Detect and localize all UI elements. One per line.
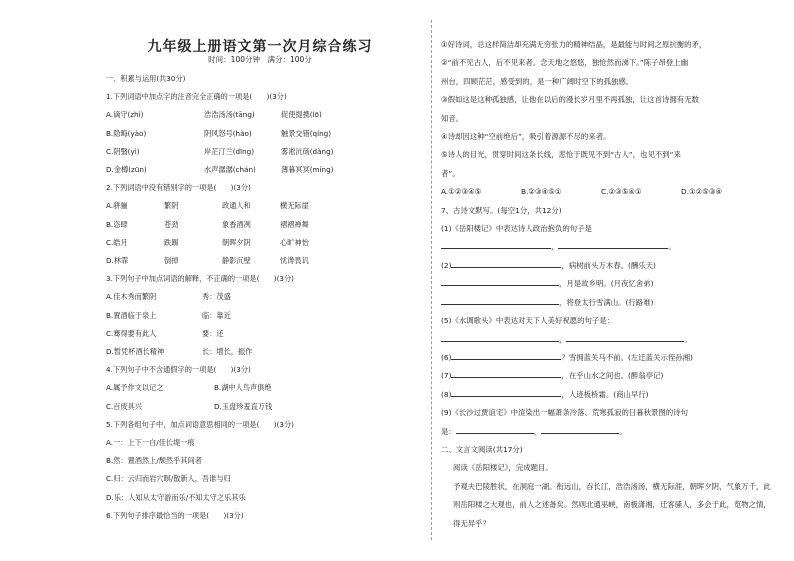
answer-blank[interactable] <box>566 332 684 342</box>
option: A.一：上下一白/佳长堤一痕 <box>106 438 195 448</box>
option: 要：还 <box>202 328 224 338</box>
option: C.骞得要有此人 <box>106 328 157 338</box>
option: 临：靠近 <box>202 310 231 320</box>
answer-blank[interactable] <box>451 387 561 397</box>
sentence-line: ⑤诗人的目光，贯穿时间这条长线，悲怆于既见不到“古人”，也见不到“来 <box>441 150 681 160</box>
question-stem: 3.下列句子中加点词语的解释，不正确的一项是( )(3分) <box>106 274 294 284</box>
right-column <box>441 36 777 533</box>
option-row <box>106 143 424 161</box>
option: C.②③⑤④① <box>601 187 642 197</box>
option: 政通人和 <box>222 201 251 211</box>
option: 阴风怒号(hào) <box>204 128 252 138</box>
answer-blank[interactable] <box>441 239 551 249</box>
option: 雾凇沆砀(dàng) <box>281 146 334 156</box>
option-row <box>106 216 424 234</box>
option: D.①②⑤③④ <box>681 187 723 197</box>
option-row <box>106 106 424 124</box>
option: 促使提携(lō) <box>281 110 322 120</box>
page-title: 九年级上册语文第一次月综合练习 <box>147 39 373 55</box>
option-row <box>106 398 424 416</box>
option: 褶褶禅舞 <box>280 219 309 229</box>
option: 繁阴 <box>164 201 179 211</box>
sentence-line: ③假如这是这种孤独感，让他在以后的漫长岁月里不再孤独，让这首诗拥有无数 <box>441 95 699 105</box>
answer-line: ， 。 <box>441 238 777 256</box>
question-stem: 4.下列句子中不含通假字的一项是( )(3分) <box>106 365 251 375</box>
section-heading: 二、文言文阅读(共17分) <box>441 444 523 454</box>
sentence-line: 知音。 <box>441 113 464 123</box>
answer-line: (7) ，在乎山水之间也。(醉翁亭记) <box>441 367 777 385</box>
option: 苍劲 <box>164 219 179 229</box>
answer-line: ，将登太行雪满山。(行路难) <box>441 294 777 312</box>
option: B.恣肆 <box>106 219 128 229</box>
option: D.玉盘珍羞直万钱 <box>214 401 273 411</box>
sentence-line: 州台，四顾茫茫，感受到的，是一种广阔时空下的孤独感。 <box>441 76 634 86</box>
question-stem: (1)《岳阳楼记》中表达诗人政治抱负的句子是 <box>441 224 592 234</box>
option: A.属予作文以记之 <box>106 383 164 393</box>
option: B.湖中人鸟声俱绝 <box>214 383 272 393</box>
option: 水声潺潺(chán) <box>204 165 256 175</box>
sentence-line: 者”。 <box>441 168 460 178</box>
option: 长：增长，振作 <box>202 347 253 357</box>
answer-line: ， 。 <box>441 331 777 349</box>
option: A.佳木秀而繁阴 <box>106 292 157 302</box>
column-divider <box>431 20 432 540</box>
reading-passage: 予观夫巴陵胜状，在洞庭一湖。衔远山，吞长江，浩浩汤汤，横无际涯，朝晖夕阴，气象万千，此则岳阳楼之大观也，前人之述备矣。然则北通巫峡，南极潇湘，迁客骚人，多会于此，览物之情，得无异乎？ <box>453 481 771 528</box>
answer-blank[interactable] <box>441 295 559 305</box>
option: A.骈骊 <box>106 201 128 211</box>
option: 秀：茂盛 <box>202 292 231 302</box>
answer-blank[interactable] <box>558 239 668 249</box>
option: 岸芷汀兰(dīng) <box>204 146 255 156</box>
option: D.金樽(zūn) <box>106 165 147 175</box>
option: A.①②③④⑤ <box>441 187 482 197</box>
option: 触景交错(qíng) <box>281 128 332 138</box>
option-row <box>106 288 424 306</box>
sentence-line: ①好诗词，总这样简洁却充满无穷张力的精神结晶，是最能与时间之原抗衡的矛， <box>441 40 707 49</box>
option: B.隐晦(yào) <box>106 128 147 138</box>
option: 静影沉壁 <box>222 256 251 266</box>
option: C.阴翳(yì) <box>106 146 140 156</box>
question-stem: 1.下列词语中加点字的注音完全正确的一项是( )(3分) <box>106 92 287 102</box>
option: B.②③④⑤① <box>521 187 562 197</box>
question-stem: 2.下列词语中没有错别字的一项是( )(3分) <box>106 183 251 193</box>
option: D.暂凭杯酒长精神 <box>106 347 165 357</box>
option-row <box>441 183 777 201</box>
option: B.置酒临于泉上 <box>106 310 157 320</box>
option: 薄暮冥冥(míng) <box>281 165 334 175</box>
question-stem: 6.下列句子排序最恰当的一项是( )(3分) <box>106 510 244 520</box>
question-stem: (5)《水调歌头》中表达对天下人美好祝愿的句子是： <box>441 316 615 326</box>
sentence-line: ④诗却因这种“空前绝后”，吸引着源源不尽的来者。 <box>441 132 611 142</box>
left-column <box>106 70 424 525</box>
option-row <box>106 325 424 343</box>
option: D.林霏 <box>106 256 129 266</box>
sentence-line: ②“前不见古人，后不见来者。念天地之悠悠，独怆然而涕下。”陈子昂登上幽 <box>441 58 689 68</box>
section-heading: 一、积累与运用(共30分) <box>106 74 186 83</box>
option: 倒掉 <box>164 256 179 266</box>
answer-line: ，月是故乡明。(月夜忆舍弟) <box>441 275 777 293</box>
option: C.归：云归而岩穴暝/散新人，吾谁与归 <box>106 474 231 484</box>
answer-blank[interactable] <box>451 258 561 268</box>
answer-line: 是： ， 。 <box>441 423 777 441</box>
option: 朝晖夕阴 <box>222 237 251 247</box>
option-row <box>106 234 424 252</box>
option: B.然：置酒然上/颓然乎其间者 <box>106 456 202 466</box>
option-row <box>106 125 424 143</box>
option: 象香酒冽 <box>222 219 251 229</box>
answer-blank[interactable] <box>541 424 619 434</box>
answer-blank[interactable] <box>451 368 561 378</box>
option-row <box>106 343 424 361</box>
option: 横无际崖 <box>280 201 309 211</box>
option: 心旷神怡 <box>280 237 309 247</box>
answer-line: (2) ，病树前头万木春。(酬乐天) <box>441 257 777 275</box>
option: D.乐：人知从太守游而乐/不知太守之乐其乐 <box>106 492 246 502</box>
option: C.皓月 <box>106 237 128 247</box>
question-stem: 7、古诗文默写。(每空1分，共12分) <box>441 205 562 215</box>
option: A.谪守(zhì) <box>106 110 144 120</box>
option-row <box>106 379 424 397</box>
answer-blank[interactable] <box>456 424 534 434</box>
answer-line: (6) ？雪拥蓝关马不前。(左迁蓝关示侄孙湘) <box>441 349 777 367</box>
option-row <box>106 197 424 215</box>
option: C.百废具兴 <box>106 401 143 411</box>
question-stem: (9)《长沙过贾谊宅》中渲染出一幅萧条冷落、荒寒孤寂的日暮秋景图的诗句 <box>441 408 688 418</box>
option-row <box>106 161 424 179</box>
answer-blank[interactable] <box>451 350 561 360</box>
answer-blank[interactable] <box>441 276 559 286</box>
reading-instruction: 阅读《岳阳楼记》，完成题目。 <box>453 463 553 473</box>
page-subtitle: 时间：100分钟 满分：100分 <box>208 55 312 64</box>
option-row <box>106 252 424 270</box>
question-stem: 5.下列各组句子中，加点词语意思相同的一项是( )(3分) <box>106 419 294 429</box>
option: 浩浩汤汤(tāng) <box>204 110 255 120</box>
answer-blank[interactable] <box>441 332 559 342</box>
option-row <box>106 307 424 325</box>
option: 忧谗畏讥 <box>280 256 309 266</box>
answer-line: (8) ，人迹板桥霜。(商山早行) <box>441 386 777 404</box>
option: 跌踢 <box>164 237 179 247</box>
